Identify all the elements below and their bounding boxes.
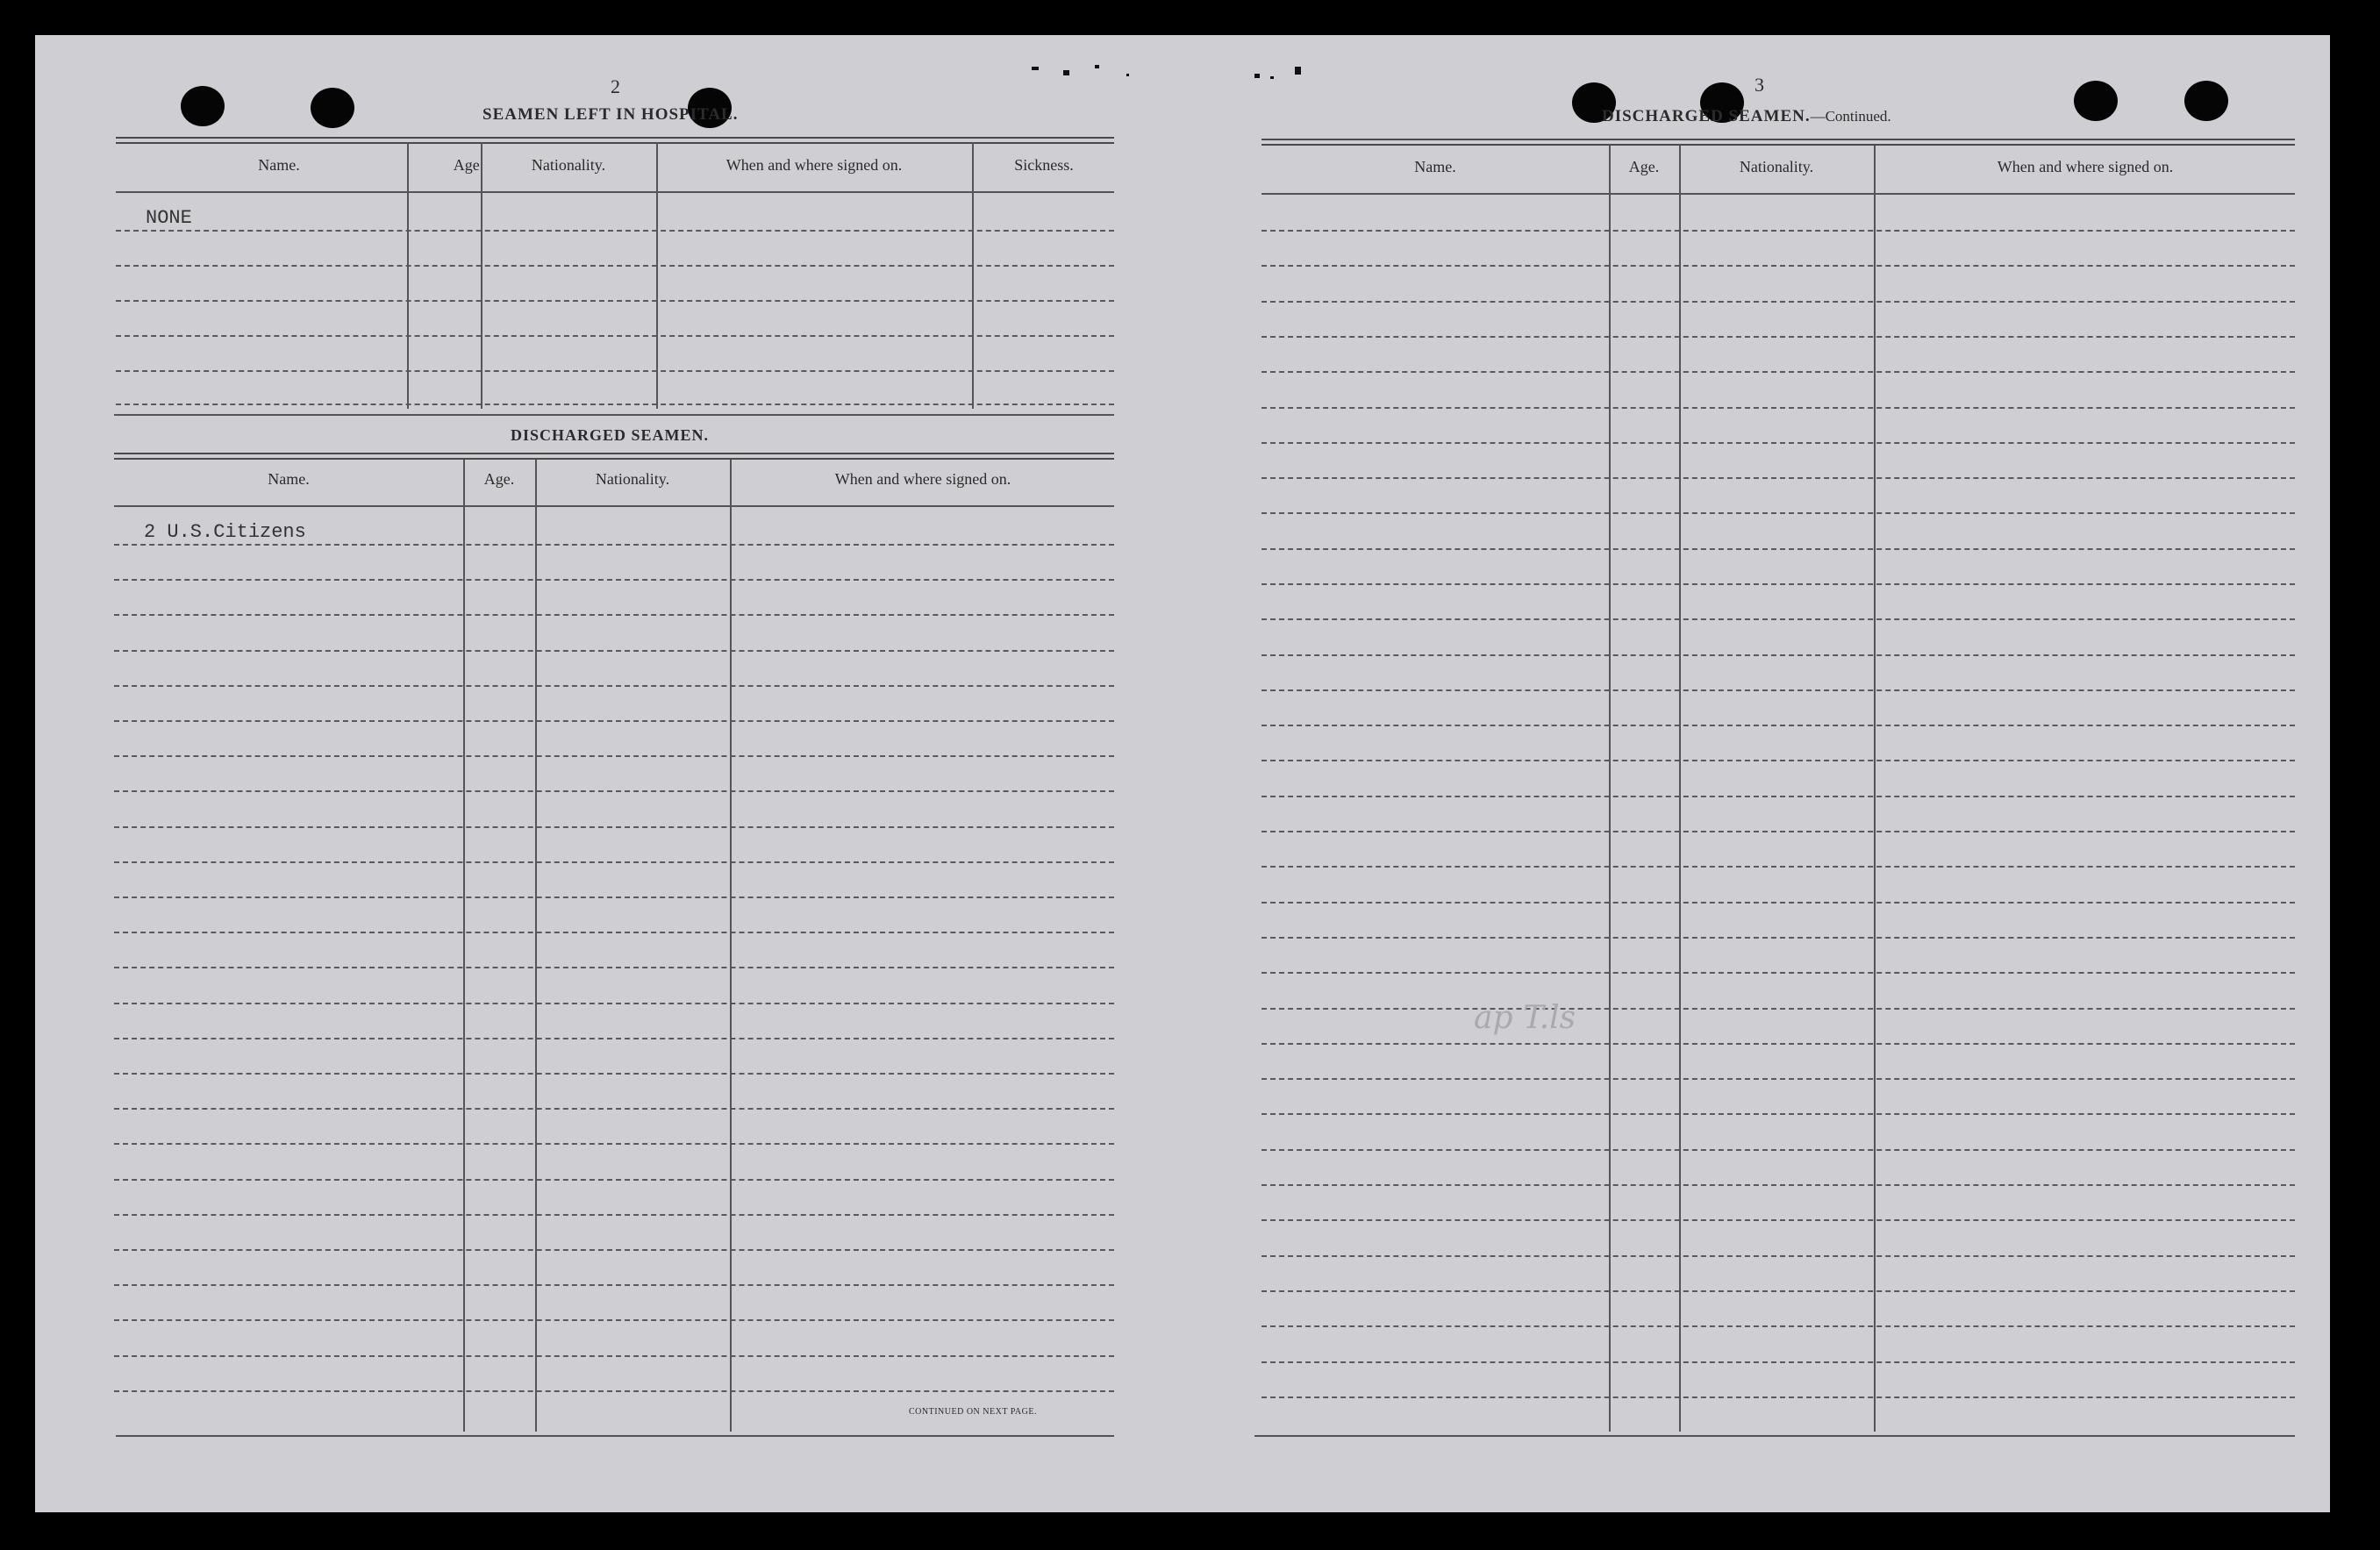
ruled-line (1261, 1219, 2295, 1221)
ruled-line (114, 720, 1114, 722)
ruled-line (1261, 1184, 2295, 1186)
ruled-line (114, 1249, 1114, 1251)
ruled-line (114, 614, 1114, 616)
discharged-col-signed-on: When and where signed on. (834, 470, 1011, 488)
ruled-line (1261, 1113, 2295, 1115)
hospital-section-title: SEAMEN LEFT IN HOSPITAL. (482, 105, 739, 124)
ruled-line (114, 1143, 1114, 1145)
speck (1254, 74, 1260, 78)
ruled-line (114, 1003, 1114, 1004)
right-col-signed-on: When and where signed on. (1997, 158, 2174, 175)
right-col-divider (1609, 146, 1611, 1432)
right-col-divider (1874, 146, 1876, 1432)
ruled-line (1261, 336, 2295, 338)
discharged-section-title: DISCHARGED SEAMEN. (511, 426, 710, 444)
ruled-line (1261, 265, 2295, 267)
ruled-line (114, 896, 1114, 898)
ruled-line (1261, 760, 2295, 761)
discharged-continued-title (1602, 107, 1891, 126)
page-number-left: 2 (611, 75, 621, 97)
right-col-divider (1679, 146, 1681, 1432)
discharged-header-rule (114, 505, 1114, 507)
ruled-line (1261, 1043, 2295, 1045)
ruled-line (1261, 972, 2295, 974)
ruled-line (1261, 1078, 2295, 1080)
discharged-col-divider (535, 460, 537, 1432)
ruled-line (1261, 866, 2295, 868)
hospital-col-name: Name. (258, 156, 300, 174)
ruled-line (1261, 618, 2295, 620)
hospital-table-bottom-rule (114, 414, 1114, 416)
ruled-line (1261, 407, 2295, 409)
hospital-col-nationality: Nationality. (531, 156, 606, 174)
ruled-line (114, 1214, 1114, 1216)
punch-hole (2184, 81, 2228, 121)
punch-hole (311, 88, 354, 128)
ruled-line (114, 1319, 1114, 1321)
ruled-line (1261, 831, 2295, 832)
ruled-line (1261, 796, 2295, 797)
discharged-col-age: Age. (483, 470, 515, 488)
ruled-line (114, 1073, 1114, 1075)
hospital-row-line (116, 300, 1114, 302)
hospital-row-line (116, 335, 1114, 337)
ruled-line (1261, 477, 2295, 479)
ruled-line (1261, 1149, 2295, 1151)
ruled-line (1261, 301, 2295, 303)
ruled-line (1261, 689, 2295, 691)
punch-hole (2074, 81, 2118, 121)
punch-hole (181, 86, 225, 126)
hospital-col-signed-on: When and where signed on. (725, 156, 903, 174)
speck (1295, 67, 1301, 75)
hospital-row-line (116, 370, 1114, 372)
ruled-line (1261, 371, 2295, 373)
ruled-line (114, 1284, 1114, 1286)
hospital-col-divider (656, 142, 658, 409)
speck (1126, 74, 1129, 76)
ruled-line (1261, 512, 2295, 514)
ruled-line (114, 790, 1114, 792)
ruled-line (1261, 442, 2295, 444)
hospital-col-sickness: Sickness. (1014, 156, 1074, 174)
ruled-line (114, 755, 1114, 757)
ruled-line (1261, 1361, 2295, 1363)
hospital-row-line (116, 230, 1114, 232)
ruled-line (1261, 654, 2295, 656)
speck (1063, 70, 1069, 75)
hospital-table-top-rule (116, 137, 1114, 144)
ruled-line (114, 967, 1114, 968)
ruled-line (1261, 1396, 2295, 1398)
ruled-line (114, 1355, 1114, 1357)
hospital-entry-name: NONE (146, 207, 192, 229)
speck (1270, 76, 1274, 79)
hospital-col-age: Age. (453, 156, 484, 174)
hospital-header-rule (116, 191, 1114, 193)
page-number-right: 3 (1755, 74, 1765, 96)
right-table-top-rule (1261, 139, 2295, 146)
discharged-entry-name: 2 U.S.Citizens (144, 521, 306, 543)
right-col-name: Name. (1414, 158, 1456, 175)
ruled-line (114, 1390, 1114, 1392)
ruled-line (1261, 937, 2295, 939)
hospital-row-line (116, 404, 1114, 405)
right-table-bottom-rule (1254, 1435, 2295, 1437)
ruled-line (114, 861, 1114, 863)
ruled-line (114, 1179, 1114, 1181)
discharged-continued-title-text: DISCHARGED SEAMEN. (1602, 107, 1811, 125)
ruled-line (1261, 1008, 2295, 1010)
hospital-col-divider (972, 142, 974, 409)
hospital-col-divider (481, 142, 482, 409)
discharged-col-name: Name. (268, 470, 310, 488)
document-sheet (35, 35, 2330, 1512)
ruled-line (114, 932, 1114, 933)
ruled-line (114, 579, 1114, 581)
ruled-line (114, 685, 1114, 687)
hospital-col-divider (407, 142, 409, 409)
discharged-table-bottom-rule (116, 1435, 1114, 1437)
ruled-line (114, 1038, 1114, 1039)
ruled-line (114, 826, 1114, 828)
ruled-line (114, 650, 1114, 652)
continued-suffix: —Continued. (1810, 108, 1891, 125)
faint-handwritten-mark: ap T.ls (1474, 1000, 1576, 1036)
discharged-col-nationality: Nationality. (595, 470, 670, 488)
speck (1095, 65, 1099, 68)
ruled-line (1261, 548, 2295, 550)
speck (1032, 67, 1039, 70)
discharged-col-divider (730, 460, 732, 1432)
discharged-col-divider (463, 460, 465, 1432)
ruled-line (1261, 1255, 2295, 1257)
ruled-line (1261, 1325, 2295, 1327)
right-col-nationality: Nationality. (1739, 158, 1814, 175)
right-header-rule (1261, 193, 2295, 195)
continued-footer: CONTINUED ON NEXT PAGE. (909, 1407, 1037, 1417)
hospital-row-line (116, 265, 1114, 267)
discharged-table-top-rule (114, 453, 1114, 460)
ruled-line (1261, 902, 2295, 904)
ruled-line (114, 544, 1114, 546)
ruled-line (114, 1108, 1114, 1110)
right-col-age: Age. (1628, 158, 1660, 175)
ruled-line (1261, 1290, 2295, 1292)
ruled-line (1261, 230, 2295, 232)
ruled-line (1261, 583, 2295, 585)
ruled-line (1261, 725, 2295, 726)
